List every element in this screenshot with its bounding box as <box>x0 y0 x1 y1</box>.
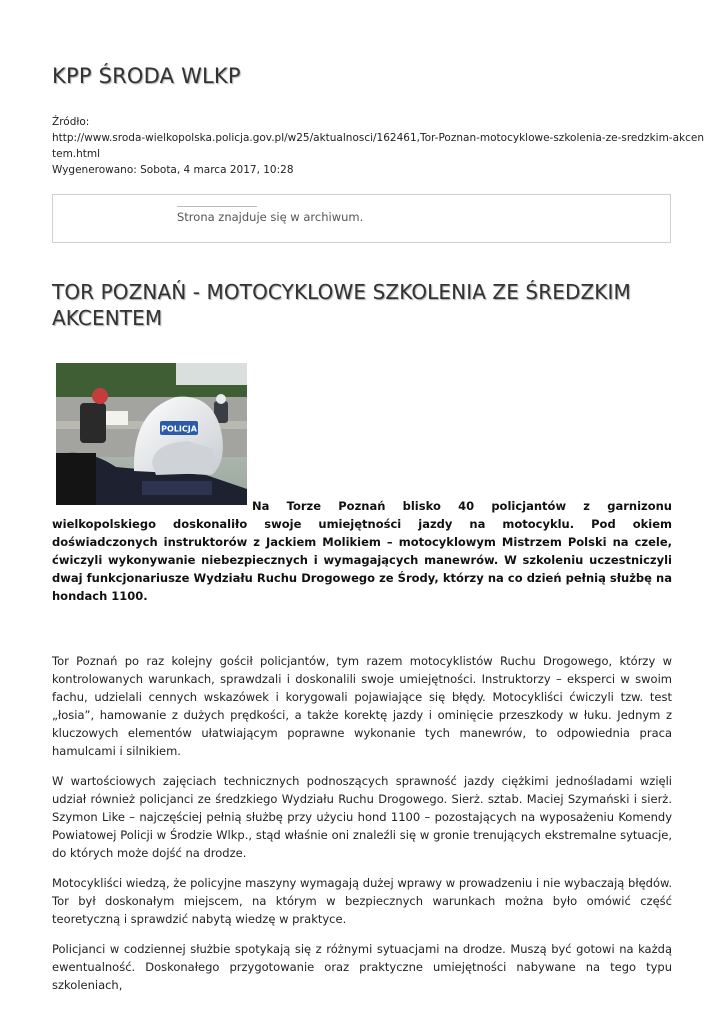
source-label: Źródło: <box>52 116 90 128</box>
body-paragraph: W wartościowych zajęciach technicznych podnoszących sprawność jazdy ciężkimi jednośladami wzięli udział również policjanci ze średzkiego Wydziału Ruchu Drogowego. Sierż. sztab. Maciej Szymański i sierż. Szymon Like – najczęściej pełnią służbę przy użyciu hond 1100 – pozostających na wyposażeniu Komendy Powiatowej Policji w Środzie Wlkp., stąd właśnie oni znaleźli się w gronie trenujących ekstremalne sytuacje, do których może dojść na drodze. <box>52 774 672 860</box>
site-title: KPP ŚRODA WLKP <box>52 64 241 88</box>
source-info <box>52 114 704 178</box>
article-photo <box>56 363 247 505</box>
archive-notice-box <box>52 194 671 243</box>
generated-date: Wygenerowano: Sobota, 4 marca 2017, 10:28 <box>52 164 294 176</box>
photo-police-motorcyclist <box>56 363 247 505</box>
source-url[interactable]: http://www.sroda-wielkopolska.policja.gov.pl/w25/aktualnosci/162461,Tor-Poznan-motocyklowe-szkolenia-ze-sredzkim-akcen <box>52 132 704 144</box>
body-paragraph: Policjanci w codziennej służbie spotykają się z różnymi sytuacjami na drodze. Muszą być gotowi na każdą ewentualność. Doskonałego przygotowanie oraz praktyczne umiejętności nabywane na tego typu szkoleniach, <box>52 942 672 992</box>
article-lead <box>52 497 672 605</box>
source-url-continuation[interactable]: tem.html <box>52 148 101 160</box>
body-paragraph: Motocykliści wiedzą, że policyjne maszyny wymagają dużej wprawy w prowadzeniu i nie wybaczają błędów. Tor był doskonałym miejscem, na którym w bezpiecznych warunkach można było omówić część teoretyczną i sprawdzić nabytą wiedzę w praktyce. <box>52 876 672 926</box>
article-body <box>52 652 672 1006</box>
archive-notice: Strona znajduje się w archiwum. <box>177 210 364 224</box>
article-title: TOR POZNAŃ - MOTOCYKLOWE SZKOLENIA ZE ŚREDZKIM AKCENTEM <box>52 280 631 330</box>
helmet-label: POLICJA <box>161 424 197 434</box>
lead-text: Na Torze Poznań blisko 40 policjantów z garnizonu wielkopolskiego doskonaliło swoje umiejętności jazdy na motocyklu. Pod okiem doświadczonych instruktorów z Jackiem Molikiem – motocyklowym Mistrzem Polski na czele, ćwiczyli wykonywanie niebezpiecznych i wymagających manewrów. W szkoleniu uczestniczyli dwaj funkcjonariusze Wydziału Ruchu Drogowego ze Środy, którzy na co dzień pełnią służbę na hondach 1100. <box>52 499 672 603</box>
body-paragraph: Tor Poznań po raz kolejny gościł policjantów, tym razem motocyklistów Ruchu Drogowego, którzy w kontrolowanych warunkach, sprawdzali i doskonalili swoje umiejętności. Instruktorzy – eksperci w swoim fachu, udzielali cennych wskazówek i korygowali pojawiające się błędy. Motocykliści ćwiczyli tzw. test „łosia”, hamowanie z dużych prędkości, a także korektę jazdy i ominięcie przeszkody w łuku. Jednym z kluczowych elementów ułatwiającym poprawne wykonanie tych manewrów, to odpowiednia praca hamulcami i silnikiem. <box>52 654 672 758</box>
divider <box>177 206 257 207</box>
